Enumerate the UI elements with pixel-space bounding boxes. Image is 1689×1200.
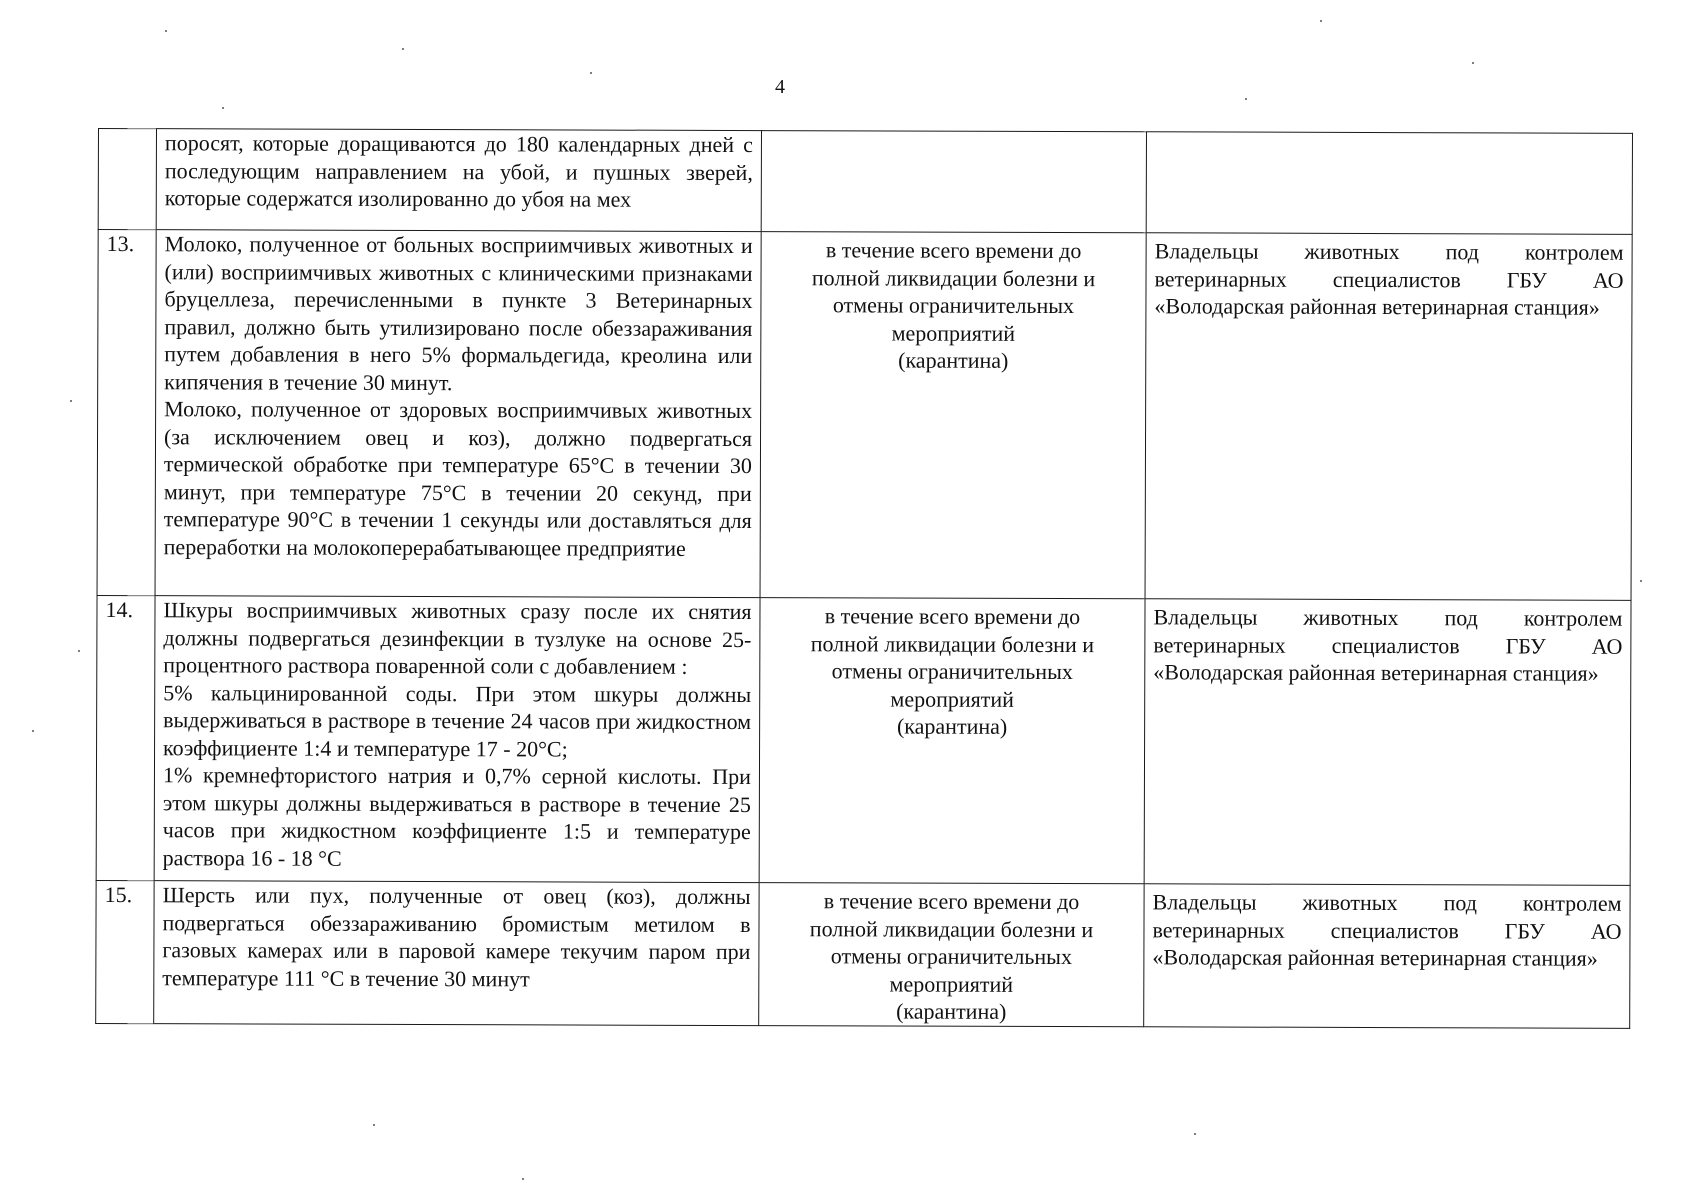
measure-text	[154, 881, 759, 1025]
deadline-line: в течение всего времени до	[823, 888, 1080, 915]
deadline-line: отмены ограничительных	[830, 943, 1073, 970]
measure-paragraph: Молоко, полученное от больных восприимчивых животных и (или) восприимчивых животных с клиническими признаками бруцеллеза, перечисленными в пункте 3 Ветеринарных правил, должно быть утилизировано после обеззараживания путем добавления в него 5% формальдегида, креолина или кипячения в течение 30 минут.	[164, 231, 753, 395]
deadline-line: мероприятий	[891, 319, 1016, 346]
deadline-cell	[759, 598, 1145, 884]
measure-text	[154, 596, 760, 883]
row-number	[98, 129, 156, 230]
deadline-line: (карантина)	[898, 347, 1009, 373]
measure-paragraph: Шерсть или пух, полученные от овец (коз), должны подвергаться обеззараживанию бромистым метилом в газовых камерах или в паровой камере текучим паром при температуре 111 °С в течение 30 минут	[162, 882, 751, 991]
measure-paragraph: Шкуры восприимчивых животных сразу после их снятия должны подвергаться дезинфекции в тузлуке на основе 25-процентного раствора поваренной соли с добавлением :	[163, 597, 752, 679]
scan-speck	[165, 30, 167, 32]
deadline-cell	[759, 883, 1144, 1027]
deadline-line: полной ликвидации болезни и	[809, 915, 1094, 942]
scan-speck	[222, 107, 224, 109]
row-number: 13.	[97, 230, 156, 596]
scan-speck	[1194, 1133, 1196, 1135]
deadline-line: полной ликвидации болезни и	[810, 630, 1095, 657]
scan-speck	[402, 48, 404, 50]
scan-speck	[32, 730, 34, 732]
scan-speck	[78, 650, 80, 652]
scan-speck	[1245, 98, 1247, 100]
measure-text	[156, 129, 761, 232]
table-row	[96, 595, 1631, 885]
measures-table	[95, 128, 1633, 1028]
scan-speck	[373, 1124, 375, 1126]
row-number: 15.	[96, 880, 154, 1023]
page-number: 4	[775, 76, 785, 98]
deadline-line: полной ликвидации болезни и	[811, 264, 1096, 291]
scan-speck	[590, 72, 592, 74]
row-number: 14.	[96, 595, 155, 880]
deadline-line: отмены ограничительных	[832, 292, 1075, 319]
scan-speck	[1320, 20, 1322, 22]
deadline-cell	[761, 131, 1146, 233]
scan-speck	[1640, 580, 1642, 582]
scan-speck	[70, 400, 72, 402]
measure-paragraph: поросят, которые доращиваются до 180 календарных дней с последующим направлением на убой, и пушных зверей, которые содержатся изолированно до убоя на мех	[164, 130, 753, 212]
deadline-line: в течение всего времени до	[824, 603, 1081, 630]
responsible-cell: Владельцы животных под контролем ветеринарных специалистов ГБУ АО «Володарская районная ветеринарная станция»	[1145, 233, 1632, 601]
measure-paragraph: 5% кальцинированной соды. При этом шкуры должны выдерживаться в растворе в течение 24 часов при жидкостном коэффициенте 1:4 и температуре 17 - 20°С;	[163, 679, 752, 761]
deadline-line: в течение всего времени до	[825, 237, 1082, 264]
deadline-line: мероприятий	[889, 970, 1014, 997]
measure-paragraph: Молоко, полученное от здоровых восприимчивых животных (за исключением овец и коз), должно подвергаться термической обработке при температуре 65°С в течении 30 минут, при температуре 75°С в течении 20 секунд, при температуре 90°С в течении 1 секунды или доставляться для переработки на молокоперерабатывающее предприятие	[163, 396, 753, 561]
deadline-cell	[760, 232, 1146, 599]
table-row	[98, 129, 1632, 235]
measure-text	[155, 230, 761, 598]
responsible-cell: Владельцы животных под контролем ветеринарных специалистов ГБУ АО «Володарская районная ветеринарная станция»	[1144, 884, 1630, 1028]
responsible-cell: Владельцы животных под контролем ветеринарных специалистов ГБУ АО «Володарская районная ветеринарная станция»	[1144, 599, 1631, 886]
measure-paragraph: 1% кремнефтористого натрия и 0,7% серной кислоты. При этом шкуры должны выдерживаться в растворе в течение 25 часов при жидкостном коэффициенте 1:5 и температуре раствора 16 - 18 °С	[162, 762, 752, 871]
deadline-line: (карантина)	[896, 713, 1008, 739]
scan-speck	[522, 1178, 524, 1180]
table-row	[96, 880, 1630, 1027]
deadline-line: отмены ограничительных	[831, 658, 1073, 685]
scan-speck	[1472, 62, 1474, 64]
responsible-cell	[1146, 132, 1632, 235]
table-row	[97, 230, 1632, 601]
deadline-line: мероприятий	[890, 685, 1015, 712]
deadline-line: (карантина)	[896, 998, 1007, 1024]
